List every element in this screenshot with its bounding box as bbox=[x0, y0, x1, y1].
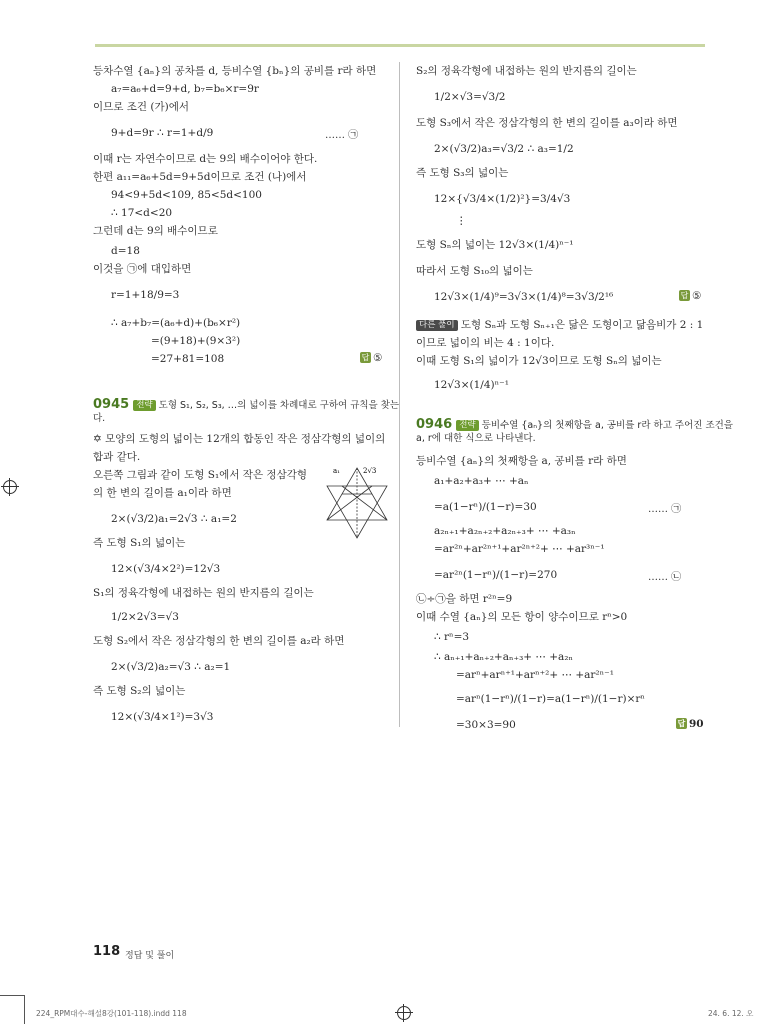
problem-number: 0946 bbox=[416, 417, 453, 432]
answer-badge-icon: 답 bbox=[361, 353, 370, 362]
equation: ∴ a₇+b₇=(a₆+d)+(b₆×r²) bbox=[111, 317, 241, 329]
equation: d=18 bbox=[111, 245, 140, 257]
text-line: S₂의 정육각형에 내접하는 원의 반지름의 길이는 bbox=[416, 65, 637, 77]
text-line: 이므로 조건 (가)에서 bbox=[93, 101, 190, 113]
equation: =a(1−rⁿ)/(1−r)=30 bbox=[434, 501, 537, 513]
section-label: 정답 및 풀이 bbox=[125, 951, 175, 961]
equation: 1/2×2√3=√3 bbox=[111, 611, 179, 623]
problem-number: 0945 bbox=[93, 397, 130, 412]
equation: 12×{√3/4×(1/2)²}=3/4√3 bbox=[434, 193, 571, 205]
equation: =ar²ⁿ(1−rⁿ)/(1−r)=270 bbox=[434, 569, 558, 581]
equation: 2×(√3/2)a₁=2√3 ∴ a₁=2 bbox=[111, 513, 237, 525]
column-divider bbox=[399, 62, 400, 727]
alt-solution-tag: 다른 풀이 bbox=[416, 320, 458, 331]
figure-label-b: 2√3 bbox=[363, 467, 377, 475]
ellipsis: ⋮ bbox=[456, 215, 467, 227]
hexagram-figure bbox=[321, 464, 393, 542]
figure-label-a: a₁ bbox=[333, 467, 340, 475]
text-line: 이므로 넓이의 비는 4 : 1이다. bbox=[416, 337, 555, 349]
equation: r=1+18/9=3 bbox=[111, 289, 180, 301]
text-line: 즉 도형 S₁의 넓이는 bbox=[93, 537, 186, 549]
text-line: 오른쪽 그림과 같이 도형 S₁에서 작은 정삼각형 bbox=[93, 469, 308, 481]
text-line: ✡ 모양의 도형의 넓이는 12개의 합동인 작은 정삼각형의 넓이의 bbox=[93, 433, 386, 445]
equation: =27+81=108 bbox=[151, 353, 225, 365]
crop-mark bbox=[24, 995, 25, 1024]
text-line: 등차수열 {aₙ}의 공차를 d, 등비수열 {bₙ}의 공비를 r라 하면 bbox=[93, 65, 377, 77]
answer-mark: 답 ⑤ bbox=[680, 290, 702, 302]
equation: 1/2×√3=√3/2 bbox=[434, 91, 506, 103]
text-line: 따라서 도형 S₁₀의 넓이는 bbox=[416, 265, 533, 277]
text-line: 이때 r는 자연수이므로 d는 9의 배수이어야 한다. bbox=[93, 153, 318, 165]
equation: =arⁿ(1−rⁿ)/(1−r)=a(1−rⁿ)/(1−r)×rⁿ bbox=[456, 693, 645, 705]
answer-mark: 답 ⑤ bbox=[361, 352, 383, 364]
strategy-tag: 전략 bbox=[133, 400, 155, 411]
marker-label: …… ㉠ bbox=[648, 504, 682, 515]
equation: a₂ₙ₊₁+a₂ₙ₊₂+a₂ₙ₊₃+ ⋯ +a₃ₙ bbox=[434, 525, 576, 537]
text-line: 합과 같다. bbox=[93, 451, 141, 463]
equation: 12×(√3/4×1²)=3√3 bbox=[111, 711, 214, 723]
equation: 12√3×(1/4)ⁿ⁻¹ bbox=[434, 379, 509, 391]
registration-mark-icon bbox=[3, 480, 17, 494]
equation: 9+d=9r ∴ r=1+d/9 bbox=[111, 127, 214, 139]
equation: ∴ 17<d<20 bbox=[111, 207, 173, 219]
top-rule bbox=[95, 44, 705, 47]
text-line: 도형 S₃에서 작은 정삼각형의 한 변의 길이를 a₃이라 하면 bbox=[416, 117, 678, 129]
marker-label: …… ㉡ bbox=[648, 572, 682, 583]
text-line: 등비수열 {aₙ}의 첫째항을 a, 공비를 r라 하면 bbox=[416, 455, 627, 467]
text-line: ㉡÷㉠을 하면 r²ⁿ=9 bbox=[416, 593, 513, 605]
answer-badge-icon: 답 bbox=[680, 291, 689, 300]
equation: =30×3=90 bbox=[456, 719, 516, 731]
text-line: 의 한 변의 길이를 a₁이라 하면 bbox=[93, 487, 232, 499]
text-line: 즉 도형 S₃의 넓이는 bbox=[416, 167, 509, 179]
text-line: 도형 Sₙ의 넓이는 12√3×(1/4)ⁿ⁻¹ bbox=[416, 239, 574, 251]
crop-mark bbox=[0, 995, 24, 996]
text-line: 그런데 d는 9의 배수이므로 bbox=[93, 225, 218, 237]
text-line: 한편 a₁₁=a₆+5d=9+5d이므로 조건 (나)에서 bbox=[93, 171, 307, 183]
text-line: 도형 S₂에서 작은 정삼각형의 한 변의 길이를 a₂라 하면 bbox=[93, 635, 345, 647]
print-slug-right: 24. 6. 12. 오 bbox=[708, 1009, 754, 1018]
equation: =ar²ⁿ+ar²ⁿ⁺¹+ar²ⁿ⁺²+ ⋯ +ar³ⁿ⁻¹ bbox=[434, 543, 605, 555]
equation: 94<9+5d<109, 85<5d<100 bbox=[111, 189, 262, 201]
equation: a₁+a₂+a₃+ ⋯ +aₙ bbox=[434, 475, 529, 487]
text-line: 이때 도형 S₁의 넓이가 12√3이므로 도형 Sₙ의 넓이는 bbox=[416, 355, 662, 367]
equation: 2×(√3/2)a₂=√3 ∴ a₂=1 bbox=[111, 661, 231, 673]
strategy-text: 도형 S₁, S₂, S₃, …의 넓이를 차례대로 구하여 규칙을 찾는 bbox=[158, 400, 400, 411]
answer-mark: 답 90 bbox=[677, 718, 704, 730]
equation: 12√3×(1/4)⁹=3√3×(1/4)⁸=3√3/2¹⁶ bbox=[434, 291, 614, 303]
text-line: 즉 도형 S₂의 넓이는 bbox=[93, 685, 186, 697]
print-slug-left: 224_RPM대수-해설8강(101-118).indd 118 bbox=[36, 1009, 187, 1018]
registration-mark-icon bbox=[397, 1006, 411, 1020]
page-number: 118 bbox=[93, 944, 121, 959]
equation: =(9+18)+(9×3²) bbox=[151, 335, 241, 347]
equation: 2×(√3/2)a₃=√3/2 ∴ a₃=1/2 bbox=[434, 143, 574, 155]
marker-label: …… ㉠ bbox=[325, 130, 359, 141]
text-line: S₁의 정육각형에 내접하는 원의 반지름의 길이는 bbox=[93, 587, 314, 599]
equation: =arⁿ+arⁿ⁺¹+arⁿ⁺²+ ⋯ +ar²ⁿ⁻¹ bbox=[456, 669, 614, 681]
text-line: 이때 수열 {aₙ}의 모든 항이 양수이므로 rⁿ>0 bbox=[416, 611, 628, 623]
equation: 12×(√3/4×2²)=12√3 bbox=[111, 563, 221, 575]
answer-badge-icon: 답 bbox=[677, 719, 686, 728]
strategy-tag: 전략 bbox=[456, 420, 478, 431]
problem-header bbox=[93, 398, 399, 413]
equation: ∴ rⁿ=3 bbox=[434, 631, 470, 643]
strategy-text: 등비수열 {aₙ}의 첫째항을 a, 공비를 r라 하고 주어진 조건을 bbox=[481, 420, 733, 431]
text-line: a₇=a₆+d=9+d, b₇=b₆×r=9r bbox=[111, 83, 259, 95]
strategy-text: 다. bbox=[93, 413, 106, 424]
text-line: 이것을 ㉠에 대입하면 bbox=[93, 263, 192, 275]
equation: ∴ aₙ₊₁+aₙ₊₂+aₙ₊₃+ ⋯ +a₂ₙ bbox=[434, 651, 574, 663]
problem-header bbox=[416, 418, 733, 433]
alt-solution-line: 다른 풀이 도형 Sₙ과 도형 Sₙ₊₁은 닮은 도형이고 닮음비가 2 : 1 bbox=[416, 318, 703, 332]
strategy-text: a, r에 대한 식으로 나타낸다. bbox=[416, 433, 536, 444]
